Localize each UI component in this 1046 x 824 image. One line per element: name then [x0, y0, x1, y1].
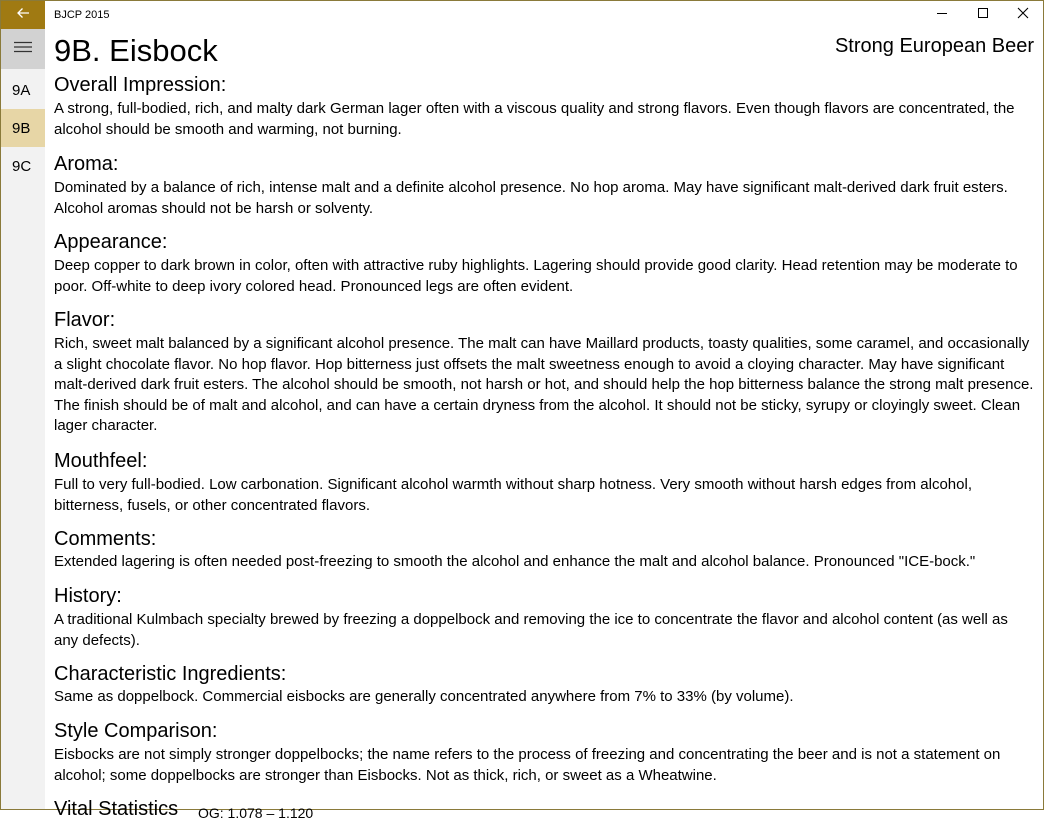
section-heading-style-comparison: Style Comparison: — [54, 720, 218, 742]
hamburger-menu-icon — [14, 40, 32, 58]
nav-item-label: 9B — [12, 119, 31, 137]
section-text-vital-statistics: OG: 1.078 – 1.120 — [198, 805, 314, 821]
title-bar — [1, 1, 1043, 29]
section-text-comments: Extended lagering is often needed post-freezing to smooth the alcohol and enhance the malt and alcohol balance. Pronounced "ICE-bock." — [54, 553, 976, 570]
nav-item-9c[interactable] — [1, 147, 45, 185]
section-text-flavor: Rich, sweet malt balanced by a significant alcohol presence. The malt can have Maillard products, toasty qualities, some caramel, and occasionally a slight chocolate flavor. No hop flavor. Hop bitterness just offsets the malt sweetness enough to avoid a cloying character. May have significant malt-derived dark fruit esters. The alcohol should be smooth, not harsh or hot, and should help the hop bitterness balance the strong malt presence. The finish should be of malt and alcohol, and can have a certain dryness from the alcohol. It should not be sticky, syrupy or cloyingly sweet. Clean lager character. — [54, 335, 1034, 434]
section-heading-appearance: Appearance: — [54, 231, 168, 253]
section-text-aroma: Dominated by a balance of rich, intense malt and a definite alcohol presence. No hop aroma. May have significant malt-derived dark fruit esters. Alcohol aromas should not be harsh or solventy. — [54, 179, 1008, 217]
section-text-appearance: Deep copper to dark brown in color, often with attractive ruby highlights. Lagering should provide good clarity. Head retention may be moderate to poor. Off-white to deep ivory colored head. Pronounced legs are often evident. — [54, 257, 1018, 295]
section-heading-characteristic-ingredients: Characteristic Ingredients: — [54, 663, 287, 685]
close-button[interactable] — [1000, 1, 1046, 29]
nav-item-9b[interactable] — [1, 109, 45, 147]
style-detail-pane[interactable] — [54, 29, 1036, 821]
section-heading-overall-impression: Overall Impression: — [54, 74, 227, 96]
category-label: Strong European Beer — [834, 35, 1034, 57]
maximize-icon — [977, 6, 989, 24]
nav-item-9a[interactable] — [1, 71, 45, 109]
back-arrow-icon — [16, 6, 30, 24]
hamburger-menu-button[interactable] — [1, 29, 45, 69]
section-text-mouthfeel: Full to very full-bodied. Low carbonation. Significant alcohol warmth without sharp hotness. Very smooth without harsh edges from alcohol, bitterness, fusels, or other concentrated flavors. — [54, 476, 972, 514]
section-heading-history: History: — [54, 585, 122, 607]
section-text-overall-impression: A strong, full-bodied, rich, and malty dark German lager often with a viscous quality and strong flavors. Even though flavors are concentrated, the alcohol should be smooth and warming, not burning. — [54, 100, 1015, 138]
app-title: BJCP 2015 — [54, 9, 110, 21]
page-title: 9B. Eisbock — [54, 33, 218, 68]
section-heading-comments: Comments: — [54, 528, 157, 550]
minimize-button[interactable] — [919, 1, 965, 29]
minimize-icon — [936, 6, 948, 24]
section-heading-flavor: Flavor: — [54, 309, 116, 331]
back-button[interactable] — [1, 1, 45, 29]
nav-item-label: 9A — [12, 81, 31, 99]
close-icon — [1017, 6, 1029, 24]
section-heading-aroma: Aroma: — [54, 153, 119, 175]
section-heading-mouthfeel: Mouthfeel: — [54, 450, 148, 472]
section-text-characteristic-ingredients: Same as doppelbock. Commercial eisbocks are generally concentrated anywhere from 7% to 33% (by volume). — [54, 688, 794, 705]
sidebar — [1, 29, 45, 809]
section-heading-vital-statistics: Vital Statistics — [54, 798, 179, 820]
section-text-style-comparison: Eisbocks are not simply stronger doppelbocks; the name refers to the process of freezing and concentrating the beer and is not a statement on alcohol; some doppelbocks are stronger than Eisbocks. Not as thick, rich, or sweet as a Wheatwine. — [54, 746, 1001, 784]
nav-item-label: 9C — [12, 157, 32, 175]
section-text-history: A traditional Kulmbach specialty brewed by freezing a doppelbock and removing the ice to concentrate the flavor and alcohol content (as well as any defects). — [54, 611, 1008, 649]
